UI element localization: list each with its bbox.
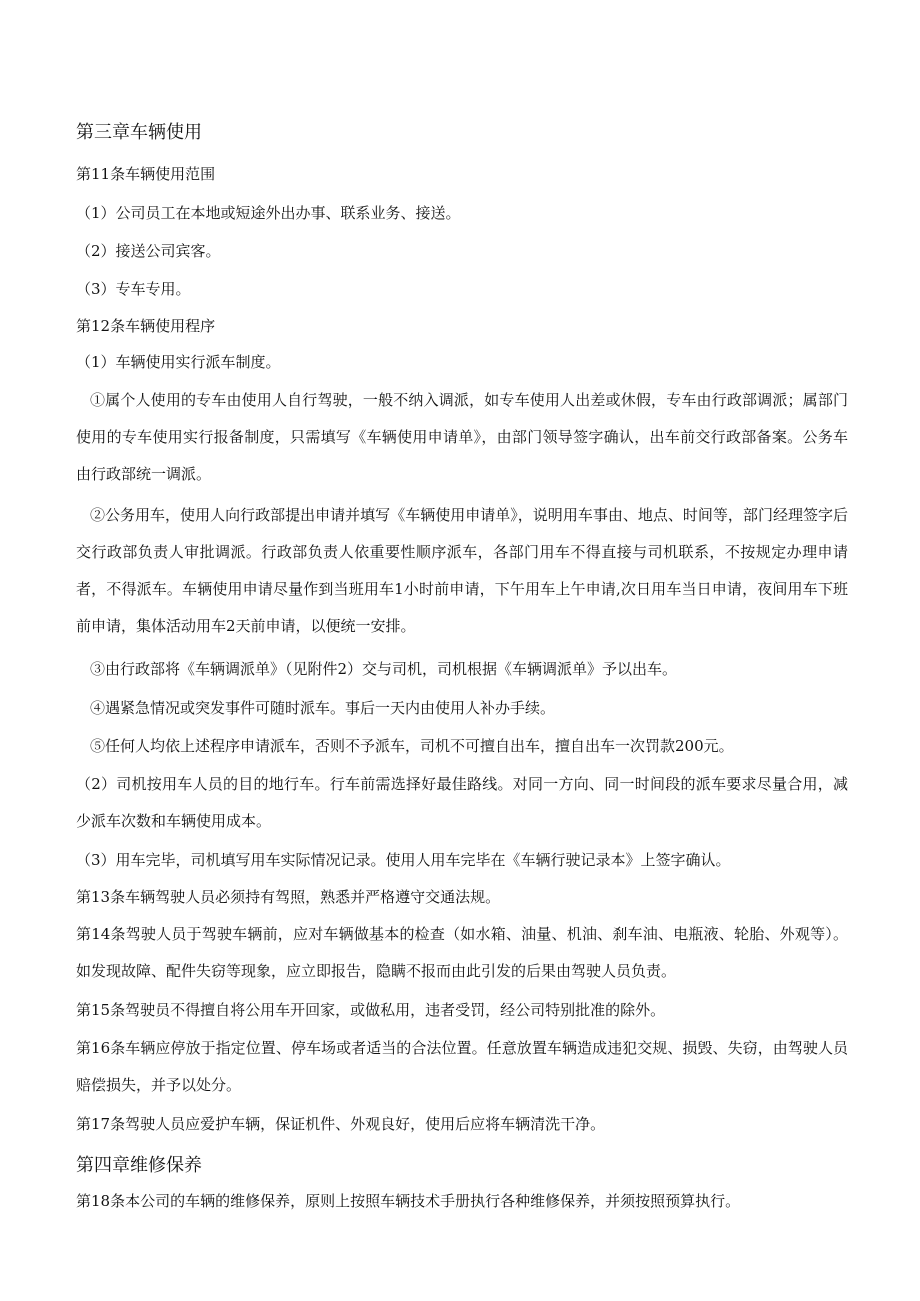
chapter-4-title: 第四章维修保养 — [76, 1155, 202, 1176]
article-12-sub-5: ⑤任何人均依上述程序申请派车，否则不予派车，司机不可擅自出车，擅自出车一次罚款200元。 — [90, 737, 734, 755]
article-12-item-3: （3）用车完毕，司机填写用车实际情况记录。使用人用车完毕在《车辆行驶记录本》上签字确认。 — [76, 851, 731, 869]
article-17: 第17条驾驶人员应爱护车辆，保证机件、外观良好，使用后应将车辆清洗干净。 — [76, 1115, 606, 1133]
article-11-heading: 第11条车辆使用范围 — [76, 165, 216, 183]
article-14: 第14条驾驶人员于驾驶车辆前，应对车辆做基本的检查（如水箱、油量、机油、刹车油、电瓶液、轮胎、外观等）。如发现故障、配件失窃等现象，应立即报告，隐瞒不报而由此引发的后果由驾驶人员负责。 — [76, 925, 848, 980]
article-11-item-2: （2）接送公司宾客。 — [76, 242, 221, 260]
article-11-item-3: （3）专车专用。 — [76, 280, 191, 298]
article-12-heading: 第12条车辆使用程序 — [76, 317, 216, 335]
article-18: 第18条本公司的车辆的维修保养，原则上按照车辆技术手册执行各种维修保养，并须按照预算执行。 — [76, 1192, 741, 1210]
article-12-sub-1: ①属个人使用的专车由使用人自行驾驶，一般不纳入调派，如专车使用人出差或休假，专车由行政部调派；属部门使用的专车使用实行报备制度，只需填写《车辆使用申请单》，由部门领导签字确认，出车前交行政部备案。公务车由行政部统一调派。 — [76, 391, 848, 483]
article-13: 第13条车辆驾驶人员必须持有驾照，熟悉并严格遵守交通法规。 — [76, 888, 501, 906]
article-12-item-2: （2）司机按用车人员的目的地行车。行车前需选择好最佳路线。对同一方向、同一时间段的派车要求尽量合用，减少派车次数和车辆使用成本。 — [76, 775, 848, 830]
article-12-sub-4: ④遇紧急情况或突发事件可随时派车。事后一天内由使用人补办手续。 — [90, 699, 556, 717]
article-11-item-1: （1）公司员工在本地或短途外出办事、联系业务、接送。 — [76, 204, 461, 222]
chapter-3-title: 第三章车辆使用 — [76, 122, 202, 143]
article-12-sub-2: ②公务用车，使用人向行政部提出申请并填写《车辆使用申请单》，说明用车事由、地点、时间等，部门经理签字后交行政部负责人审批调派。行政部负责人依重要性顺序派车，各部门用车不得直接与司机联系，不按规定办理申请者，不得派车。车辆使用申请尽量作到当班用车1小时前申请，下午用车上午申请,次日用车当日申请，夜间用车下班前申请，集体活动用车2天前申请，以便统一安排。 — [76, 506, 848, 635]
article-15: 第15条驾驶员不得擅自将公用车开回家，或做私用，违者受罚，经公司特别批准的除外。 — [76, 1001, 666, 1019]
article-16: 第16条车辆应停放于指定位置、停车场或者适当的合法位置。任意放置车辆造成违犯交规、损毁、失窃，由驾驶人员赔偿损失，并予以处分。 — [76, 1039, 848, 1094]
article-12-sub-3: ③由行政部将《车辆调派单》（见附件2）交与司机，司机根据《车辆调派单》予以出车。 — [90, 660, 678, 678]
article-12-item-1: （1）车辆使用实行派车制度。 — [76, 353, 281, 371]
